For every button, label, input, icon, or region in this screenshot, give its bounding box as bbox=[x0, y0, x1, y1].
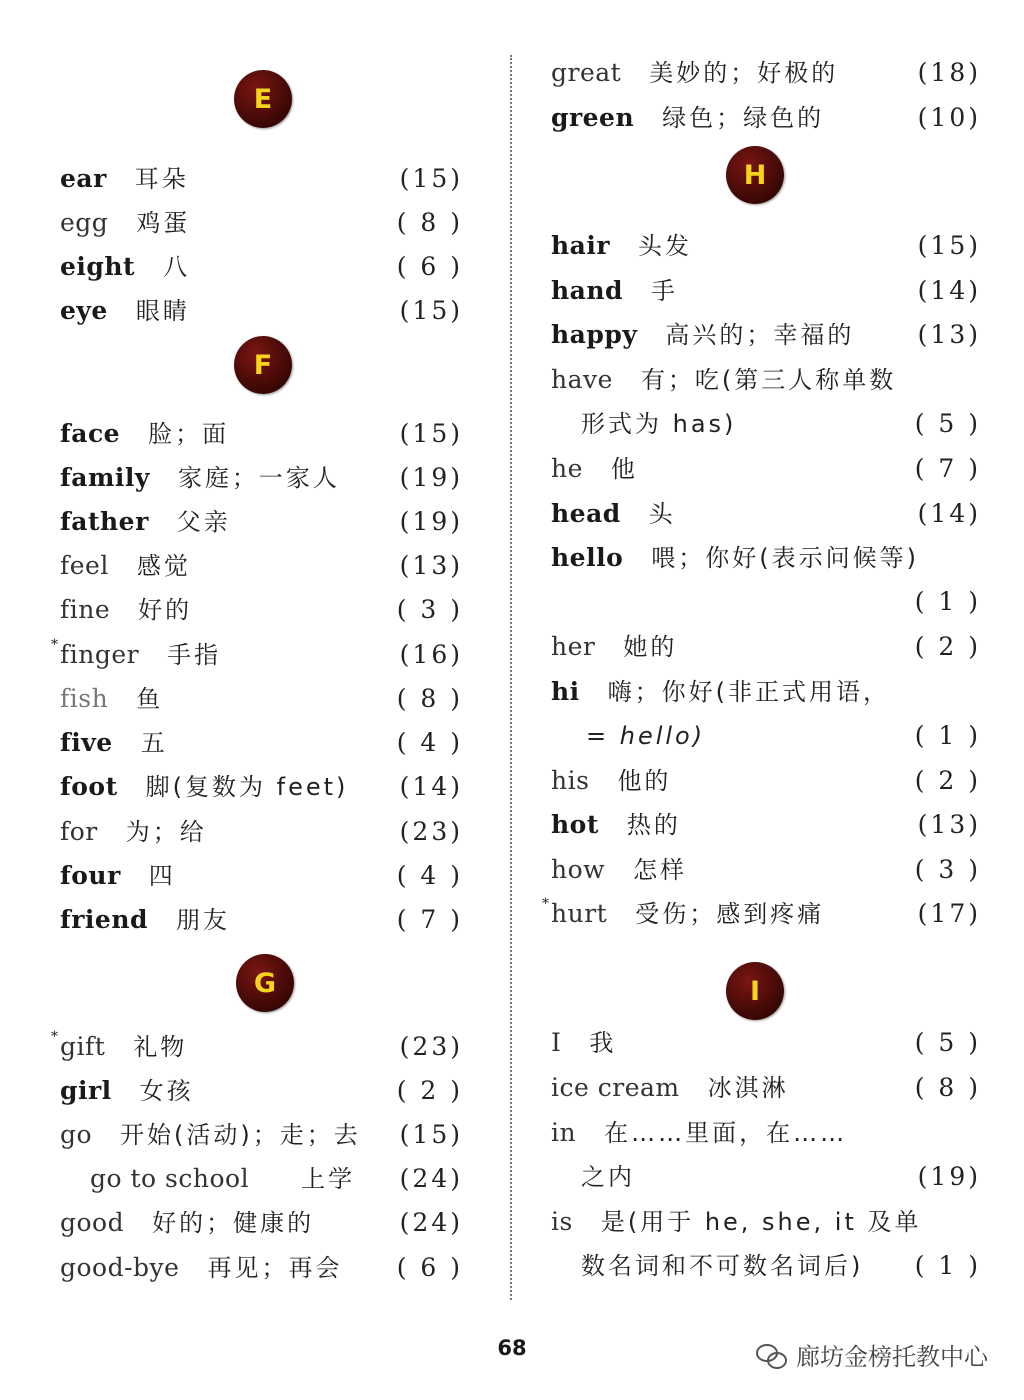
entry-hello bbox=[551, 539, 981, 577]
entry-meaning: 高兴的；幸福的 bbox=[665, 321, 855, 349]
watermark-text: 廊坊金榜托教中心 bbox=[796, 1343, 988, 1371]
entry-hand bbox=[551, 272, 981, 310]
entry-he bbox=[551, 450, 981, 488]
entry-meaning: 嗨；你好(非正式用语， bbox=[607, 678, 891, 706]
wechat-icon bbox=[756, 1342, 788, 1368]
entry-go-to-school bbox=[90, 1160, 485, 1198]
entry-page-ref: (15) bbox=[917, 231, 981, 260]
entry-green bbox=[551, 99, 981, 137]
entry-her bbox=[551, 628, 981, 666]
entry-meaning: 美妙的；好极的 bbox=[649, 59, 839, 87]
section-letter-i: I bbox=[726, 962, 784, 1020]
entry-page-ref: (19) bbox=[399, 463, 463, 492]
entry-word: good-bye bbox=[60, 1253, 180, 1282]
column-divider bbox=[510, 55, 512, 1300]
entry-meaning: 怎样 bbox=[633, 856, 688, 884]
entry-meaning: 四 bbox=[148, 862, 176, 890]
entry-page-ref: ( 5 ) bbox=[914, 409, 981, 438]
entry-meaning: 家庭；一家人 bbox=[177, 464, 340, 492]
entry-word: great bbox=[551, 58, 622, 87]
entry-page-ref: (15) bbox=[399, 296, 463, 325]
entry-word: go to school bbox=[90, 1164, 250, 1193]
entry-page-ref: (14) bbox=[917, 499, 981, 528]
entry-word: happy bbox=[551, 320, 638, 349]
entry-page-ref: ( 6 ) bbox=[396, 1253, 463, 1282]
entry-meaning: 我 bbox=[589, 1029, 617, 1057]
entry-word: egg bbox=[60, 208, 109, 237]
entry-hurt bbox=[542, 895, 981, 933]
entry-father bbox=[60, 503, 485, 541]
entry-meaning: 开始(活动)；走；去 bbox=[120, 1121, 361, 1149]
entry-page-ref: ( 6 ) bbox=[396, 252, 463, 281]
entry-meaning: 头发 bbox=[638, 232, 693, 260]
entry-great bbox=[551, 54, 981, 92]
entry-ear bbox=[60, 160, 485, 198]
entry-page-ref: (14) bbox=[917, 276, 981, 305]
entry-meaning: 脚(复数为 feet) bbox=[145, 773, 349, 801]
entry-meaning: 鸡蛋 bbox=[136, 209, 191, 237]
entry-page-ref: (15) bbox=[399, 419, 463, 448]
entry-meaning: 喂；你好(表示问候等) bbox=[651, 544, 919, 572]
entry-foot bbox=[60, 768, 485, 806]
entry-word: green bbox=[551, 103, 635, 132]
entry-word: in bbox=[551, 1118, 577, 1147]
entry-meaning: 为；给 bbox=[125, 818, 207, 846]
entry-gift bbox=[51, 1028, 485, 1066]
entry-page-ref: (17) bbox=[917, 899, 981, 928]
entry-page-ref: (24) bbox=[399, 1164, 463, 1193]
entry-meaning: 受伤；感到疼痛 bbox=[635, 900, 825, 928]
entry-head bbox=[551, 495, 981, 533]
entry-egg bbox=[60, 204, 485, 242]
entry-family bbox=[60, 459, 485, 497]
entry-word: five bbox=[60, 728, 113, 757]
entry-word: face bbox=[60, 419, 121, 448]
entry-is bbox=[551, 1203, 981, 1241]
entry-word: eye bbox=[60, 296, 108, 325]
entry-meaning: 热的 bbox=[626, 811, 681, 839]
section-letter-f: F bbox=[234, 336, 292, 394]
entry-meaning: 父亲 bbox=[176, 508, 231, 536]
entry-word: go bbox=[60, 1120, 93, 1149]
entry-hot bbox=[551, 806, 981, 844]
entry-meaning: 他的 bbox=[617, 767, 672, 795]
entry-page-ref: ( 3 ) bbox=[396, 595, 463, 624]
entry-word: is bbox=[551, 1207, 573, 1236]
entry-fine bbox=[60, 591, 485, 629]
entry-word: his bbox=[551, 766, 590, 795]
entry-page-ref: ( 7 ) bbox=[914, 454, 981, 483]
entry-have-continued bbox=[581, 405, 981, 443]
entry-page-ref: (10) bbox=[917, 103, 981, 132]
entry-hello-continued bbox=[551, 583, 981, 621]
entry-eight bbox=[60, 248, 485, 286]
entry-for bbox=[60, 813, 485, 851]
entry-word: hand bbox=[551, 276, 624, 305]
entry-how bbox=[551, 851, 981, 889]
entry-meaning: 冰淇淋 bbox=[707, 1074, 789, 1102]
entry-four bbox=[60, 857, 485, 895]
entry-good-bye bbox=[60, 1249, 485, 1287]
entry-meaning: 手指 bbox=[167, 641, 222, 669]
entry-meaning: 好的；健康的 bbox=[152, 1209, 315, 1237]
entry-page-ref: ( 1 ) bbox=[914, 1251, 981, 1280]
entry-word: he bbox=[551, 454, 583, 483]
entry-word: four bbox=[60, 861, 121, 890]
entry-meaning: 好的 bbox=[138, 596, 193, 624]
entry-page-ref: ( 8 ) bbox=[396, 684, 463, 713]
entry-page-ref: ( 8 ) bbox=[914, 1073, 981, 1102]
entry-meaning: 耳朵 bbox=[134, 165, 189, 193]
entry-ice-cream bbox=[551, 1069, 981, 1107]
entry-page-ref: ( 2 ) bbox=[914, 632, 981, 661]
entry-page-ref: ( 7 ) bbox=[396, 905, 463, 934]
entry-meaning: 感觉 bbox=[136, 552, 191, 580]
entry-page-ref: ( 2 ) bbox=[914, 766, 981, 795]
entry-page-ref: (13) bbox=[399, 551, 463, 580]
entry-finger bbox=[51, 636, 485, 674]
entry-i bbox=[551, 1024, 981, 1062]
entry-page-ref: ( 5 ) bbox=[914, 1028, 981, 1057]
entry-word: feel bbox=[60, 551, 109, 580]
entry-word: gift bbox=[60, 1032, 106, 1061]
entry-meaning: 眼睛 bbox=[135, 297, 190, 325]
entry-word: ear bbox=[60, 164, 107, 193]
entry-word: eight bbox=[60, 252, 136, 281]
entry-page-ref: (13) bbox=[917, 320, 981, 349]
entry-page-ref: ( 4 ) bbox=[396, 861, 463, 890]
entry-word: how bbox=[551, 855, 606, 884]
entry-word: have bbox=[551, 365, 613, 394]
entry-feel bbox=[60, 547, 485, 585]
entry-meaning: 女孩 bbox=[139, 1077, 194, 1105]
entry-page-ref: (23) bbox=[399, 817, 463, 846]
entry-meaning: 脸；面 bbox=[148, 420, 230, 448]
section-letter-h: H bbox=[726, 146, 784, 204]
entry-word: friend bbox=[60, 905, 148, 934]
entry-word: foot bbox=[60, 772, 118, 801]
entry-page-ref: ( 1 ) bbox=[914, 587, 981, 616]
entry-hi-continued bbox=[586, 717, 981, 755]
entry-page-ref: ( 1 ) bbox=[914, 721, 981, 750]
entry-page-ref: (23) bbox=[399, 1032, 463, 1061]
entry-meaning: 有；吃(第三人称单数 bbox=[640, 366, 897, 394]
entry-page-ref: ( 4 ) bbox=[396, 728, 463, 757]
entry-in bbox=[551, 1114, 981, 1152]
entry-meaning: 她的 bbox=[623, 633, 678, 661]
entry-meaning: 上学 bbox=[301, 1165, 356, 1193]
entry-have bbox=[551, 361, 981, 399]
entry-meaning: 再见；再会 bbox=[207, 1254, 343, 1282]
entry-word: hair bbox=[551, 231, 611, 260]
entry-page-ref: (19) bbox=[399, 507, 463, 536]
entry-page-ref: ( 8 ) bbox=[396, 208, 463, 237]
star-mark: * bbox=[542, 896, 549, 912]
entry-meaning: = hello) bbox=[586, 722, 706, 750]
entry-meaning: 数名词和不可数名词后) bbox=[581, 1252, 864, 1280]
section-letter-g: G bbox=[236, 954, 294, 1012]
entry-page-ref: (16) bbox=[399, 640, 463, 669]
entry-meaning: 形式为 has) bbox=[581, 410, 737, 438]
entry-meaning: 之内 bbox=[581, 1163, 635, 1191]
entry-meaning: 绿色；绿色的 bbox=[662, 104, 825, 132]
entry-page-ref: (24) bbox=[399, 1208, 463, 1237]
entry-meaning: 鱼 bbox=[136, 685, 164, 713]
entry-meaning: 朋友 bbox=[176, 906, 230, 934]
entry-friend bbox=[60, 901, 485, 939]
entry-word: hot bbox=[551, 810, 599, 839]
star-mark: * bbox=[51, 1029, 58, 1045]
entry-word: head bbox=[551, 499, 621, 528]
entry-word: for bbox=[60, 817, 98, 846]
entry-word: father bbox=[60, 507, 149, 536]
entry-meaning: 五 bbox=[140, 729, 168, 757]
entry-is-continued bbox=[581, 1247, 981, 1285]
entry-go bbox=[60, 1116, 485, 1154]
entry-page-ref: (13) bbox=[917, 810, 981, 839]
entry-page-ref: (15) bbox=[399, 1120, 463, 1149]
entry-happy bbox=[551, 316, 981, 354]
entry-page-ref: (19) bbox=[917, 1162, 981, 1191]
watermark bbox=[756, 1337, 988, 1372]
entry-word: hurt bbox=[551, 899, 608, 928]
entry-word: finger bbox=[60, 640, 140, 669]
entry-word: good bbox=[60, 1208, 125, 1237]
entry-five bbox=[60, 724, 485, 762]
entry-good bbox=[60, 1204, 485, 1242]
entry-in-continued bbox=[581, 1158, 981, 1196]
entry-page-ref: ( 3 ) bbox=[914, 855, 981, 884]
entry-hi bbox=[551, 673, 981, 711]
entry-meaning: 手 bbox=[651, 277, 679, 305]
entry-page-ref: ( 2 ) bbox=[396, 1076, 463, 1105]
entry-word: her bbox=[551, 632, 596, 661]
entry-meaning: 头 bbox=[648, 500, 676, 528]
entry-meaning: 礼物 bbox=[133, 1033, 188, 1061]
entry-word: ice cream bbox=[551, 1073, 680, 1102]
entry-eye bbox=[60, 292, 485, 330]
entry-word: hello bbox=[551, 543, 624, 572]
section-letter-e: E bbox=[234, 70, 292, 128]
entry-page-ref: (14) bbox=[399, 772, 463, 801]
entry-page-ref: (18) bbox=[917, 58, 981, 87]
entry-word: hi bbox=[551, 677, 580, 706]
entry-word: family bbox=[60, 463, 150, 492]
star-mark: * bbox=[51, 637, 58, 653]
entry-word: fish bbox=[60, 684, 109, 713]
entry-meaning: 在……里面，在…… bbox=[604, 1119, 848, 1147]
entry-meaning: 他 bbox=[610, 455, 638, 483]
entry-word: I bbox=[551, 1028, 562, 1057]
page-number: 68 bbox=[497, 1336, 527, 1360]
entry-meaning: 是(用于 he, she, it 及单 bbox=[600, 1208, 922, 1236]
entry-fish bbox=[60, 680, 485, 718]
entry-meaning: 八 bbox=[163, 253, 191, 281]
entry-page-ref: (15) bbox=[399, 164, 463, 193]
entry-his bbox=[551, 762, 981, 800]
entry-girl bbox=[60, 1072, 485, 1110]
entry-hair bbox=[551, 227, 981, 265]
entry-word: fine bbox=[60, 595, 111, 624]
entry-face bbox=[60, 415, 485, 453]
entry-word: girl bbox=[60, 1076, 112, 1105]
